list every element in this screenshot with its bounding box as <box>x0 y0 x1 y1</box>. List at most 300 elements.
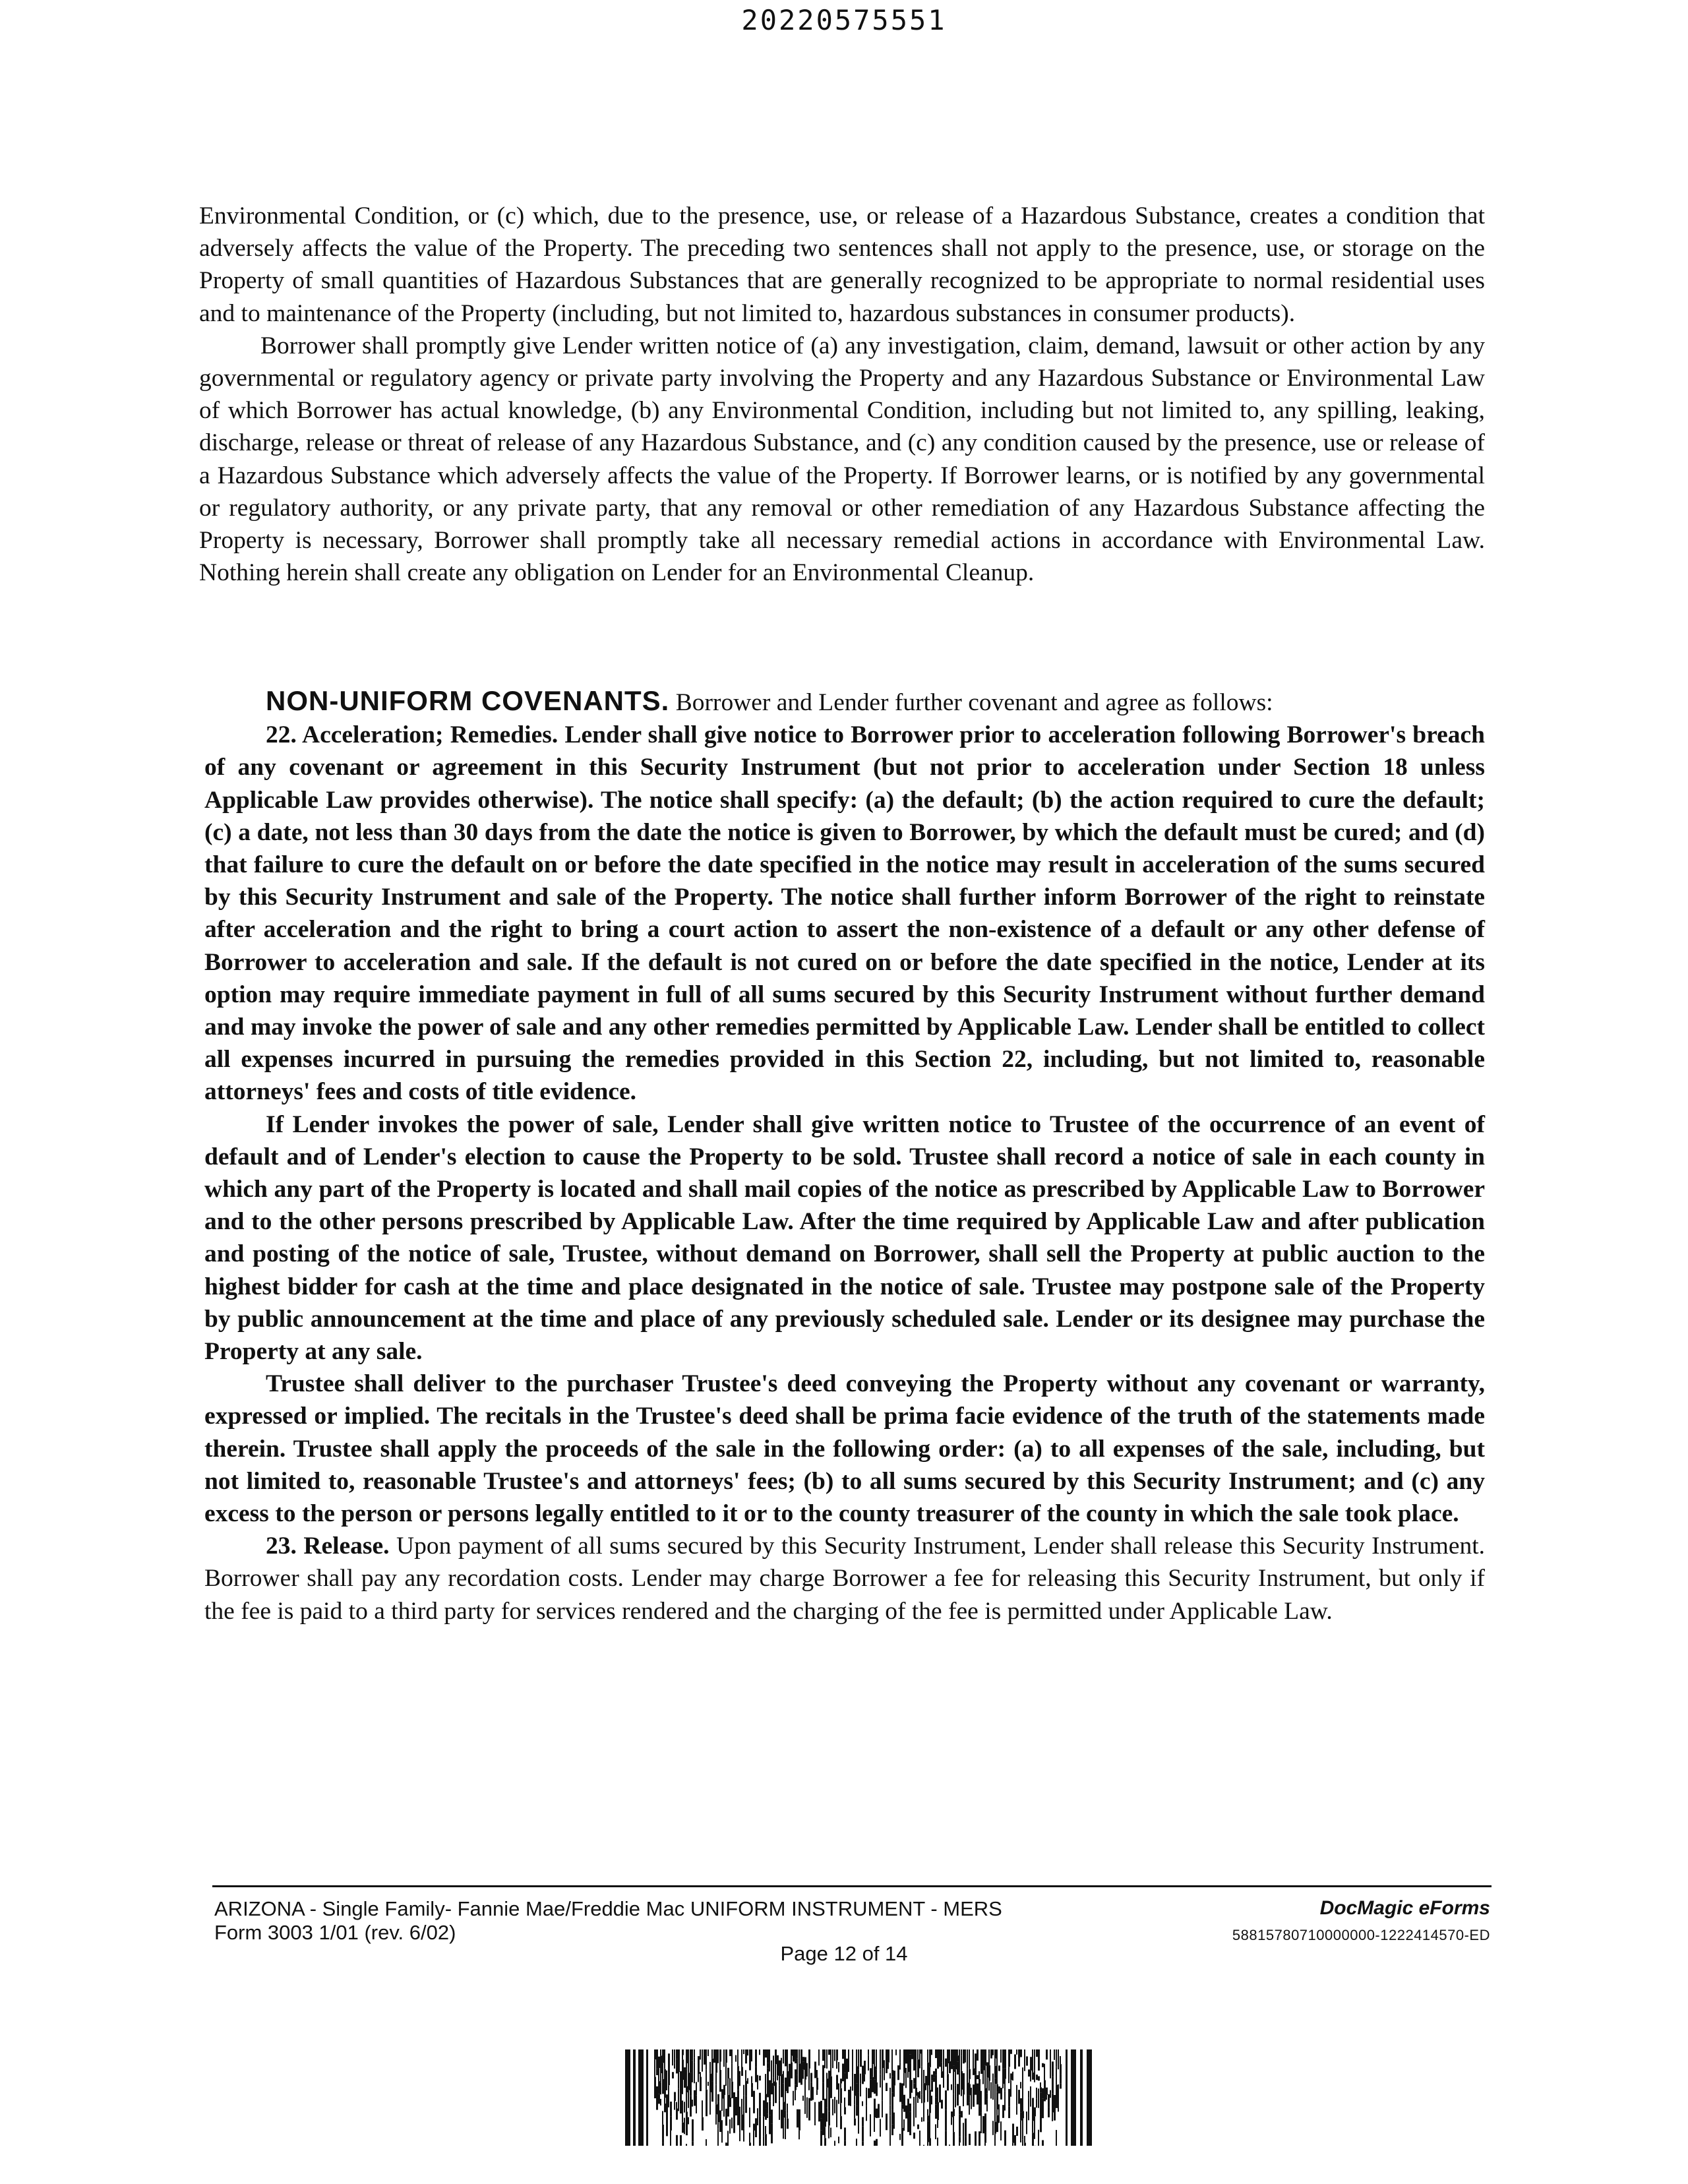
barcode-module <box>874 2080 876 2094</box>
barcode-module <box>700 2077 702 2092</box>
env-paragraph-2: Borrower shall promptly give Lender written notice of (a) any investigation, claim, demand, lawsuit or other action by any governmental or regulatory agency or private party involving the Property and any Hazardous Substance or Environmental Law of which Borrower has actual knowledge, (b) any Environmental Condition, including but not limited to, any spilling, leaking, discharge, release or threat of release of any Hazardous Substance, and (c) any condition caused by the presence, use or release of a Hazardous Substance which adversely affects the value of the Property. If Borrower learns, or is notified by any governmental or regulatory authority, or any private party, that any removal or other remediation of any Hazardous Substance affecting the Property is necessary, Borrower shall promptly take all necessary remedial actions in accordance with Environmental Law. Nothing herein shall create any obligation on Lender for an Environmental Cleanup. <box>199 332 1485 587</box>
barcode-module <box>767 2068 769 2080</box>
barcode-module <box>729 2078 731 2098</box>
barcode-module <box>947 2049 949 2063</box>
barcode-module <box>874 2140 876 2146</box>
barcode-module <box>676 2102 677 2109</box>
barcode-module <box>708 2082 709 2086</box>
barcode-module <box>729 2119 731 2134</box>
barcode-module <box>1004 2131 1006 2146</box>
barcode-module <box>923 2102 924 2121</box>
barcode-module <box>984 2132 986 2142</box>
barcode-module <box>828 2111 830 2125</box>
barcode-module <box>694 2090 696 2106</box>
barcode-module <box>834 2049 835 2061</box>
barcode-module <box>822 2049 824 2061</box>
barcode-module <box>895 2049 897 2055</box>
barcode-module <box>812 2087 814 2100</box>
barcode-module <box>662 2049 664 2063</box>
barcode-module <box>891 2049 893 2070</box>
barcode-module <box>1052 2112 1053 2121</box>
barcode-module <box>979 2071 980 2079</box>
barcode-module <box>800 2065 802 2085</box>
barcode-module <box>850 2086 851 2106</box>
barcode-module <box>670 2140 671 2146</box>
barcode-module <box>979 2079 980 2087</box>
barcode-module <box>929 2067 930 2090</box>
barcode-module <box>741 2067 743 2076</box>
barcode-module <box>709 2092 711 2115</box>
barcode-module <box>927 2109 928 2116</box>
barcode-module <box>830 2049 831 2067</box>
barcode-module <box>872 2077 874 2092</box>
barcode-module <box>1010 2049 1012 2054</box>
barcode-module <box>664 2049 665 2069</box>
barcode-module <box>791 2062 793 2078</box>
barcode-module <box>953 2109 955 2116</box>
barcode-module <box>666 2071 667 2090</box>
barcode-module <box>880 2049 881 2070</box>
barcode-module <box>757 2108 758 2125</box>
barcode-module <box>921 2066 922 2082</box>
barcode-module <box>901 2109 903 2128</box>
barcode-module <box>982 2049 984 2071</box>
barcode-module <box>654 2077 656 2098</box>
barcode-module <box>941 2049 942 2062</box>
barcode-module <box>913 2078 915 2083</box>
barcode-module <box>951 2111 953 2117</box>
barcode-module <box>775 2064 776 2082</box>
barcode-module <box>866 2106 867 2121</box>
barcode-module <box>816 2070 818 2078</box>
barcode-module <box>949 2067 951 2073</box>
barcode-module <box>937 2049 939 2069</box>
barcode-module <box>889 2088 891 2105</box>
barcode-module <box>889 2129 891 2146</box>
barcode-module <box>781 2058 782 2075</box>
barcode-module <box>929 2090 931 2113</box>
barcode-module <box>965 2049 966 2063</box>
barcode-module <box>882 2049 884 2068</box>
barcode-module <box>923 2070 924 2083</box>
barcode-module <box>757 2075 758 2090</box>
barcode-module <box>767 2102 768 2113</box>
non-uniform-heading: NON-UNIFORM COVENANTS. <box>266 685 670 716</box>
barcode-module <box>1048 2108 1050 2117</box>
barcode-module <box>854 2096 855 2100</box>
barcode-guard-bar <box>1066 2049 1068 2146</box>
barcode-module <box>915 2071 917 2088</box>
barcode-module <box>982 2071 984 2084</box>
barcode-module <box>733 2092 735 2114</box>
barcode-module <box>739 2133 740 2141</box>
barcode-module <box>1056 2067 1057 2085</box>
barcode-module <box>844 2140 846 2146</box>
barcode-module <box>682 2123 684 2133</box>
barcode-module <box>929 2138 931 2146</box>
barcode-module <box>903 2095 905 2112</box>
barcode-module <box>753 2131 754 2146</box>
barcode-module <box>941 2071 943 2078</box>
barcode-module <box>986 2078 988 2094</box>
barcode-module <box>773 2081 775 2086</box>
barcode-module <box>795 2049 797 2063</box>
barcode-module <box>977 2075 979 2079</box>
barcode-module <box>945 2131 947 2146</box>
barcode-module <box>979 2106 980 2116</box>
barcode-module <box>771 2061 772 2083</box>
barcode-module <box>935 2069 937 2075</box>
barcode-module <box>1050 2049 1051 2063</box>
barcode-module <box>830 2077 832 2098</box>
barcode-module <box>874 2067 876 2080</box>
barcode-module <box>1020 2098 1022 2112</box>
barcode-module <box>909 2055 911 2063</box>
barcode-module <box>868 2049 869 2055</box>
barcode-module <box>694 2062 695 2083</box>
barcode-module <box>913 2097 915 2106</box>
barcode-module <box>688 2073 690 2090</box>
barcode-module <box>834 2140 835 2146</box>
barcode-module <box>1030 2071 1031 2082</box>
barcode-module <box>992 2121 994 2135</box>
barcode-module <box>1058 2049 1059 2069</box>
barcode-module <box>933 2071 935 2078</box>
barcode-module <box>680 2094 682 2114</box>
barcode-module <box>959 2115 961 2137</box>
barcode-module <box>899 2083 901 2102</box>
barcode-module <box>799 2109 800 2131</box>
barcode-module <box>804 2094 806 2107</box>
barcode-module <box>862 2141 864 2146</box>
barcode-module <box>899 2063 901 2070</box>
barcode-module <box>969 2079 970 2084</box>
footer-page-number: Page 12 of 14 <box>780 1942 908 1965</box>
barcode-module <box>994 2066 996 2078</box>
barcode-module <box>799 2049 800 2063</box>
barcode-module <box>862 2126 864 2141</box>
barcode-module <box>700 2072 701 2077</box>
barcode-module <box>826 2049 828 2069</box>
barcode-module <box>848 2090 850 2106</box>
barcode-module <box>670 2116 672 2131</box>
barcode-module <box>977 2049 979 2061</box>
barcode-module <box>739 2075 740 2080</box>
barcode-module <box>802 2075 804 2078</box>
barcode-module <box>654 2059 655 2077</box>
barcode-module <box>913 2083 915 2088</box>
barcode-module <box>1012 2143 1013 2146</box>
barcode-module <box>977 2084 979 2105</box>
barcode-module <box>795 2069 797 2084</box>
barcode-module <box>674 2092 676 2100</box>
barcode-module <box>862 2066 864 2084</box>
barcode-module <box>856 2049 857 2066</box>
barcode-module <box>737 2066 739 2071</box>
barcode-module <box>856 2138 857 2146</box>
barcode-module <box>953 2094 954 2109</box>
barcode-module <box>986 2100 988 2111</box>
barcode-module <box>799 2063 800 2082</box>
barcode-module <box>666 2094 668 2112</box>
barcode-module <box>828 2091 830 2111</box>
barcode-module <box>656 2069 658 2075</box>
barcode-module <box>1016 2049 1017 2055</box>
barcode-module <box>1046 2049 1048 2059</box>
barcode-module <box>1060 2074 1062 2084</box>
barcode-module <box>959 2073 960 2094</box>
barcode-module <box>719 2070 721 2092</box>
section-23-paragraph <box>204 1530 1485 1627</box>
barcode-module <box>1034 2070 1035 2082</box>
barcode-module <box>751 2049 752 2061</box>
barcode-module <box>909 2063 911 2079</box>
barcode-module <box>678 2088 679 2111</box>
barcode-module <box>745 2081 747 2096</box>
barcode-module <box>727 2078 729 2095</box>
barcode-module <box>678 2049 680 2072</box>
barcode-module <box>674 2063 675 2069</box>
barcode-module <box>959 2049 960 2073</box>
section-22-title: 22. Acceleration; Remedies. <box>266 721 558 749</box>
barcode-module <box>658 2057 660 2068</box>
barcode-module <box>1002 2049 1004 2069</box>
barcode-module <box>975 2075 977 2095</box>
barcode-module <box>876 2069 877 2082</box>
barcode-module <box>771 2109 773 2124</box>
barcode-module <box>876 2109 878 2118</box>
barcode-module <box>921 2082 922 2094</box>
barcode-module <box>931 2049 932 2055</box>
barcode-module <box>797 2075 798 2087</box>
barcode-module <box>664 2098 665 2104</box>
barcode-module <box>745 2096 747 2113</box>
barcode-module <box>975 2144 977 2146</box>
barcode-module <box>664 2104 666 2112</box>
barcode-module <box>907 2113 909 2132</box>
barcode-module <box>816 2078 818 2090</box>
barcode-module <box>822 2065 824 2083</box>
barcode-module <box>1016 2127 1018 2136</box>
barcode-module <box>688 2049 689 2073</box>
barcode-module <box>737 2090 739 2111</box>
barcode-module <box>737 2071 739 2090</box>
barcode-module <box>941 2100 943 2108</box>
barcode-module <box>797 2049 798 2058</box>
barcode-module <box>824 2138 826 2146</box>
barcode-module <box>880 2074 881 2087</box>
barcode-module <box>1008 2067 1010 2083</box>
barcode-module <box>980 2091 982 2112</box>
footer-brand-logo: DocMagic eForms <box>1319 1897 1490 1919</box>
barcode-module <box>725 2142 727 2146</box>
barcode-module <box>783 2117 784 2138</box>
barcode-module <box>838 2137 839 2143</box>
barcode-module <box>682 2059 684 2080</box>
barcode-module <box>927 2085 928 2102</box>
barcode-module <box>961 2090 962 2096</box>
barcode-module <box>818 2102 820 2121</box>
barcode-module <box>1050 2063 1051 2078</box>
barcode-module <box>706 2139 707 2146</box>
barcode-module <box>763 2137 764 2146</box>
barcode-module <box>973 2069 975 2075</box>
barcode-module <box>915 2096 917 2117</box>
barcode-module <box>704 2049 706 2065</box>
barcode-module <box>844 2127 846 2140</box>
barcode-module <box>721 2089 723 2098</box>
barcode-module <box>723 2095 725 2117</box>
barcode-module <box>994 2059 996 2066</box>
barcode-module <box>886 2049 888 2073</box>
barcode-module <box>1060 2084 1062 2089</box>
barcode-module <box>1048 2094 1050 2108</box>
barcode-module <box>706 2101 708 2116</box>
barcode-module <box>988 2054 990 2065</box>
barcode-module <box>676 2109 678 2120</box>
barcode-module <box>949 2049 950 2061</box>
barcode-module <box>1036 2098 1037 2108</box>
barcode-module <box>1060 2056 1061 2064</box>
barcode-module <box>694 2058 695 2063</box>
barcode-module <box>996 2049 998 2063</box>
barcode-module <box>967 2096 969 2106</box>
barcode-module <box>836 2049 838 2060</box>
barcode-module <box>779 2086 780 2100</box>
barcode-module <box>1026 2111 1027 2134</box>
barcode-module <box>826 2078 828 2088</box>
barcode-module <box>692 2061 693 2082</box>
barcode-module <box>682 2100 683 2122</box>
barcode-module <box>662 2063 663 2078</box>
barcode-module <box>963 2073 965 2094</box>
barcode-module <box>806 2098 808 2118</box>
barcode-module <box>919 2131 920 2146</box>
barcode-module <box>1060 2064 1062 2074</box>
barcode-module <box>1050 2090 1051 2098</box>
barcode-module <box>1038 2076 1040 2080</box>
barcode-module <box>951 2049 953 2069</box>
barcode-module <box>759 2139 761 2146</box>
barcode-module <box>684 2102 685 2112</box>
barcode-module <box>874 2117 875 2132</box>
barcode-module <box>969 2049 970 2069</box>
barcode-module <box>927 2063 929 2086</box>
barcode-module <box>990 2082 992 2099</box>
barcode-module <box>984 2143 986 2146</box>
barcode-module <box>866 2088 867 2106</box>
barcode-module <box>969 2103 970 2115</box>
barcode-module <box>840 2103 841 2116</box>
barcode-module <box>915 2049 917 2071</box>
barcode-module <box>810 2073 812 2082</box>
barcode-module <box>751 2077 752 2083</box>
barcode-module <box>889 2073 891 2078</box>
barcode-module <box>682 2055 683 2060</box>
barcode-module <box>729 2098 731 2107</box>
barcode-module <box>965 2137 967 2146</box>
barcode-module <box>682 2049 684 2055</box>
barcode-module <box>711 2049 713 2059</box>
section-22-paragraph-3: Trustee shall deliver to the purchaser Trustee's deed conveying the Property without any covenant or warranty, expressed or implied. The recitals in the Trustee's deed shall be prima facie evidence of the truth of the statements made therein. Trustee shall apply the proceeds of the sale in the following order: (a) to all expenses of the sale, including, but not limited to, reasonable Trustee's and attorneys' fees; (b) to all sums secured by this Security Instrument; and (c) any excess to the person or persons legally entitled to it or to the county treasurer of the county in which the sale took place. <box>204 1370 1485 1528</box>
barcode-module <box>698 2074 699 2082</box>
barcode-module <box>921 2094 922 2103</box>
section-23-title: 23. Release. <box>266 1532 390 1560</box>
barcode-module <box>937 2138 938 2146</box>
barcode-module <box>826 2088 828 2108</box>
barcode-module <box>674 2101 675 2110</box>
barcode-module <box>802 2061 804 2069</box>
barcode-module <box>745 2070 746 2080</box>
barcode-module <box>860 2084 861 2096</box>
barcode-module <box>731 2117 733 2128</box>
barcode-module <box>755 2049 757 2063</box>
barcode-module <box>662 2139 664 2143</box>
barcode-module <box>670 2102 672 2116</box>
barcode-module <box>1034 2108 1036 2117</box>
barcode-module <box>739 2071 740 2075</box>
barcode-module <box>781 2109 783 2128</box>
barcode-module <box>1018 2049 1020 2059</box>
barcode-guard-bar <box>638 2049 644 2146</box>
barcode-module <box>767 2113 768 2118</box>
barcode-module <box>862 2101 863 2106</box>
barcode-module <box>826 2108 828 2121</box>
barcode-module <box>967 2082 969 2096</box>
barcode-module <box>702 2049 703 2072</box>
barcode-module <box>672 2072 674 2078</box>
barcode-module <box>984 2088 986 2105</box>
barcode-module <box>844 2098 845 2108</box>
barcode-module <box>917 2049 919 2059</box>
barcode-module <box>984 2066 986 2088</box>
barcode-module <box>759 2117 761 2140</box>
barcode-module <box>939 2061 941 2067</box>
barcode-module <box>965 2119 967 2137</box>
barcode-module <box>901 2104 903 2109</box>
barcode-module <box>931 2080 933 2092</box>
barcode-module <box>715 2049 717 2073</box>
barcode-module <box>925 2076 927 2085</box>
barcode-module <box>973 2084 975 2107</box>
barcode-module <box>692 2119 694 2142</box>
barcode-module <box>1052 2077 1054 2094</box>
barcode-module <box>967 2049 968 2069</box>
barcode-module <box>953 2132 955 2146</box>
barcode-module <box>696 2082 697 2096</box>
barcode-module <box>1010 2080 1011 2096</box>
barcode-module <box>765 2109 767 2120</box>
barcode-module <box>872 2049 874 2064</box>
barcode-module <box>1036 2049 1038 2057</box>
barcode-module <box>901 2083 903 2104</box>
barcode-module <box>828 2049 830 2055</box>
barcode-module <box>893 2071 895 2085</box>
barcode-module <box>931 2075 933 2080</box>
barcode-module <box>721 2120 723 2142</box>
barcode-module <box>747 2078 748 2084</box>
barcode-module <box>888 2063 889 2069</box>
barcode-module <box>893 2113 895 2129</box>
barcode-module <box>1052 2061 1054 2077</box>
barcode-module <box>882 2101 883 2117</box>
barcode-module <box>913 2106 915 2126</box>
barcode-module <box>686 2111 688 2135</box>
barcode-module <box>662 2143 664 2146</box>
barcode-module <box>1000 2121 1002 2140</box>
barcode-module <box>953 2121 954 2132</box>
barcode-module <box>747 2049 748 2055</box>
